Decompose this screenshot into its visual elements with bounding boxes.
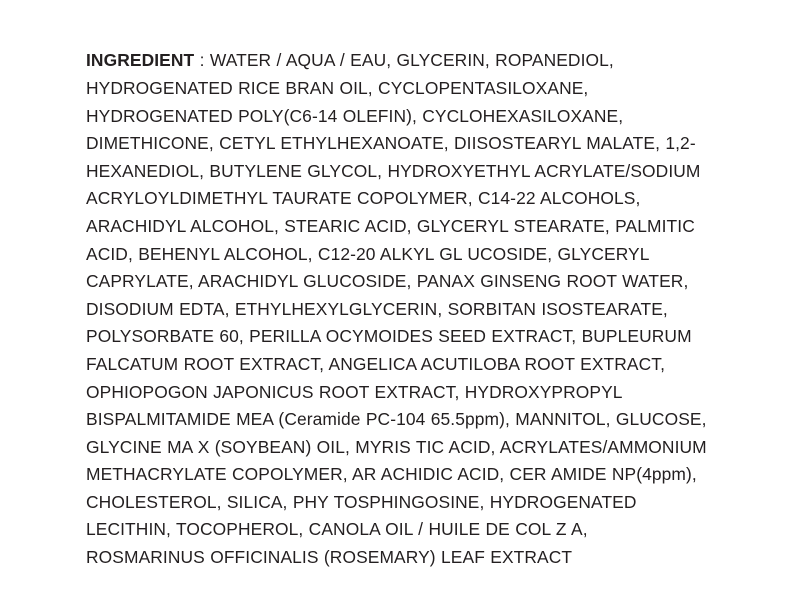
ingredient-paragraph <box>86 47 711 571</box>
ingredient-separator: : <box>194 50 210 71</box>
ingredient-heading: INGREDIENT <box>86 50 195 71</box>
ingredient-list-text: WATER / AQUA / EAU, GLYCERIN, ROPANEDIOL, HYDROGENATED RICE BRAN OIL, CYCLOPENTASILOXANE, HYDROGENATED POLY(C6-14 OLEFIN), CYCLOHEXASILOXANE, DIMETHICONE, CETYL ETHYLHEXANOATE, DIISOSTEARYL MALATE, 1,2-HEXANEDIOL, BUTYLENE GLYCOL, HYDROXYETHYL ACRYLATE/SODIUM ACRYLOYLDIMETHYL TAURATE COPOLYMER, C14-22 ALCOHOLS, ARACHIDYL ALCOHOL, STEARIC ACID, GLYCERYL STEARATE, PALMITIC ACID, BEHENYL ALCOHOL, C12-20 ALKYL GL UCOSIDE, GLYCERYL CAPRYLATE, ARACHIDYL GLUCOSIDE, PANAX GINSENG ROOT WATER, DISODIUM EDTA, ETHYLHEXYLGLYCERIN, SORBITAN ISOSTEARATE, POLYSORBATE 60, PERILLA OCYMOIDES SEED EXTRACT, BUPLEURUM FALCATUM ROOT EXTRACT, ANGELICA ACUTILOBA ROOT EXTRACT, OPHIOPOGON JAPONICUS ROOT EXTRACT, HYDROXYPROPYL BISPALMITAMIDE MEA (Ceramide PC-104 65.5ppm), MANNITOL, GLUCOSE, GLYCINE MA X (SOYBEAN) OIL, MYRIS TIC ACID, ACRYLATES/AMMONIUM METHACRYLATE COPOLYMER, AR ACHIDIC ACID, CER AMIDE NP(4ppm), CHOLESTEROL, SILICA, PHY TOSPHINGOSINE, HYDROGENATED LECITHIN, TOCOPHEROL, CANOLA OIL / HUILE DE COL Z A, ROSMARINUS OFFICINALIS (ROSEMARY) LEAF EXTRACT <box>86 50 707 568</box>
